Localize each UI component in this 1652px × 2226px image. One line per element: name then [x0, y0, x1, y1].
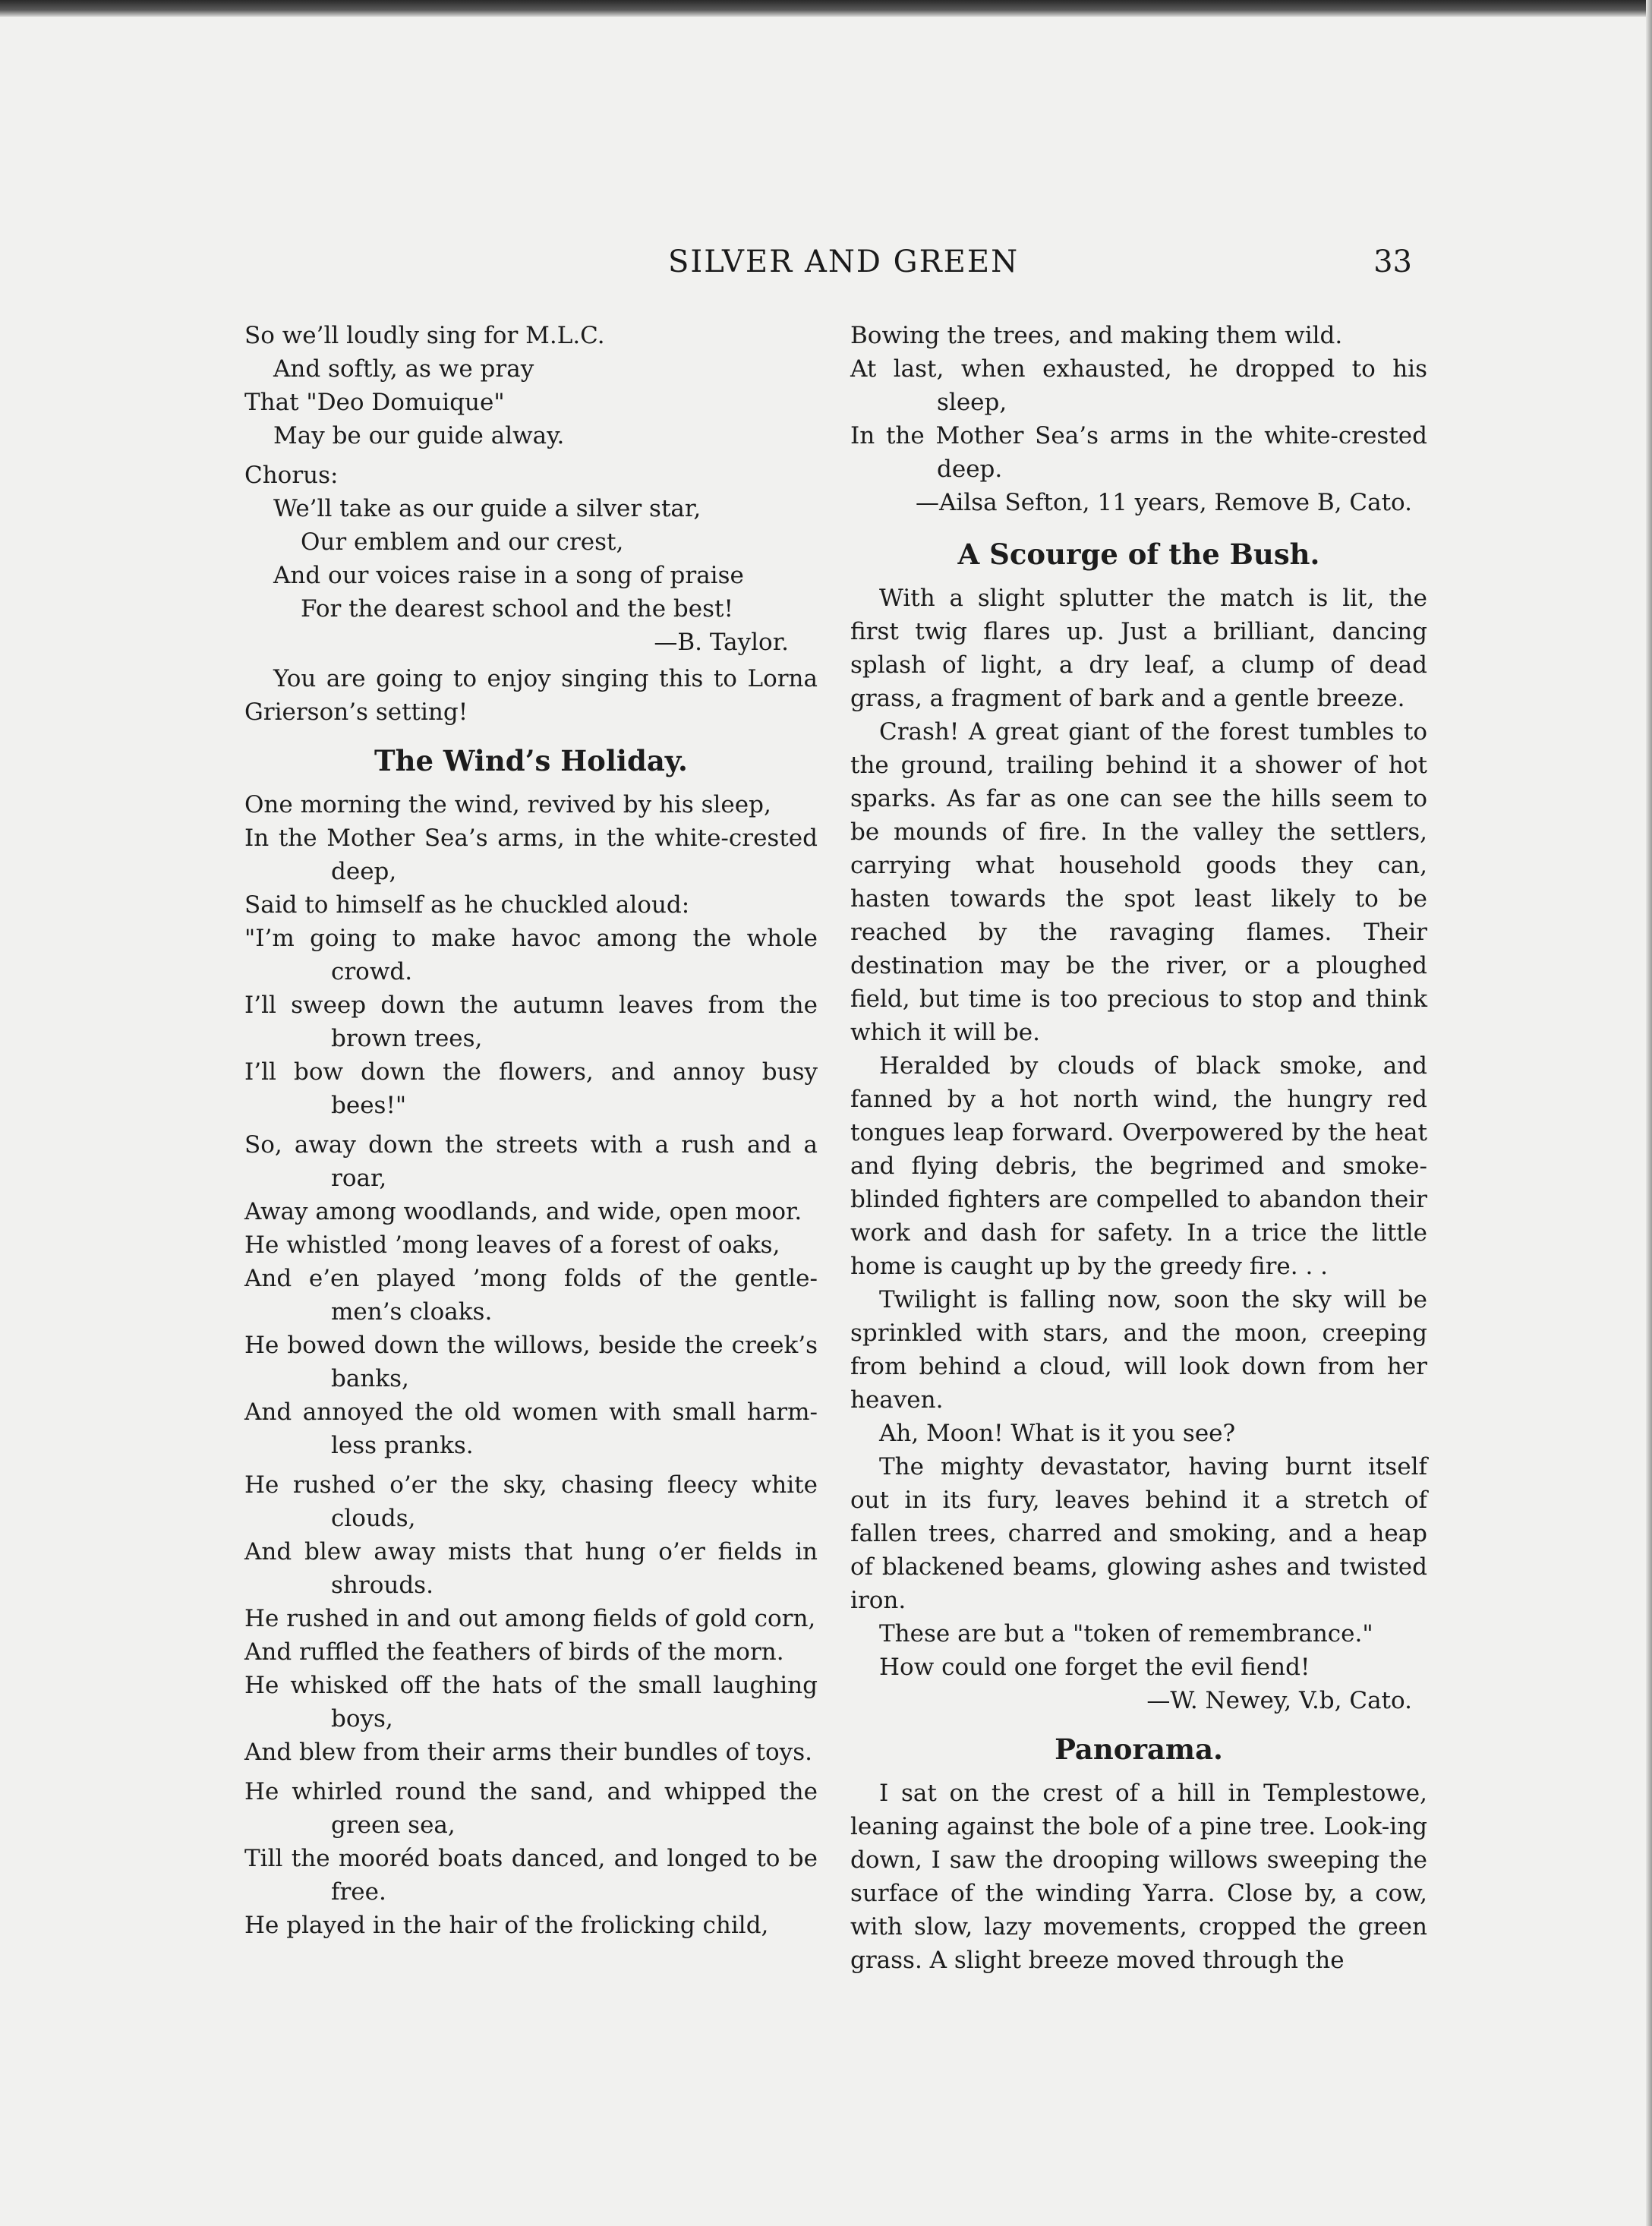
- poem-line: "I’m going to make havoc among the whole crowd.: [244, 925, 818, 985]
- poem-stanza-4-part-1: [244, 1775, 818, 1942]
- poem-line: Till the mooréd boats danced, and longed to be free.: [244, 1845, 818, 1906]
- poem-line: In the Mother Sea’s arms, in the white-crested deep,: [244, 825, 818, 885]
- right-column: [850, 319, 1427, 1977]
- poem-line: At last, when exhausted, he dropped to his sleep,: [850, 355, 1427, 416]
- poem-line: One morning the wind, revived by his sleep,: [244, 791, 771, 818]
- page-header: [243, 244, 1412, 290]
- chorus-line: For the dearest school and the best!: [301, 595, 733, 623]
- poem-line: Said to himself as he chuckled aloud:: [244, 891, 690, 919]
- winds-holiday-title: The Wind’s Holiday.: [374, 744, 688, 777]
- paragraph: Heralded by clouds of black smoke, and fanned by a hot north wind, the hungry red tongues leap forward. Overpowered by the heat and flying debris, the begrimed and smoke-blinded fighters are compelled to abandon their work and dash for safety. In a trice the little home is caught up by the greedy fire. . .: [850, 1052, 1427, 1280]
- chorus-label: Chorus:: [244, 462, 339, 489]
- left-column: [244, 319, 818, 1942]
- paragraph: The mighty devastator, having burnt itself out in its fury, leaves behind it a stretch of fallen trees, charred and smoking, and a heap of blackened beams, glowing ashes and twisted iron.: [850, 1453, 1427, 1614]
- poem-line: And e’en played ’mong folds of the gentle-men’s cloaks.: [244, 1265, 818, 1326]
- verse-line: That "Deo Domuique": [244, 389, 505, 416]
- poem-line: He whirled round the sand, and whipped the green sea,: [244, 1778, 818, 1839]
- poem-line: And ruffled the feathers of birds of the morn.: [244, 1638, 784, 1666]
- scourge-title: A Scourge of the Bush.: [957, 538, 1320, 571]
- song-attribution: —B. Taylor.: [654, 629, 789, 656]
- poem-line: I’ll bow down the flowers, and annoy busy bees!": [244, 1058, 818, 1119]
- poem-line: He whistled ’mong leaves of a forest of oaks,: [244, 1231, 780, 1259]
- poem-line: He played in the hair of the frolicking child,: [244, 1912, 769, 1939]
- verse-line: And softly, as we pray: [273, 355, 534, 383]
- song-chorus: [244, 492, 818, 626]
- chorus-line: Our emblem and our crest,: [301, 528, 624, 556]
- poem-line: Bowing the trees, and making them wild.: [850, 322, 1343, 349]
- paragraph: Crash! A great giant of the forest tumbles to the ground, trailing behind it a shower of hot sparks. As far as one can see the hills seem to be mounds of fire. In the valley the settlers, carrying what household goods they can, hasten towards the spot least likely to be reached by the ravaging flames. Their destination may be the river, or a ploughed field, but time is too precious to stop and think which it will be.: [850, 718, 1427, 1046]
- panorama-title: Panorama.: [1055, 1733, 1223, 1766]
- poem-stanza-3: [244, 1468, 818, 1769]
- page-number: 33: [1373, 244, 1412, 279]
- paragraph: With a slight splutter the match is lit, the first twig flares up. Just a brilliant, dancing splash of light, a dry leaf, a clump of dead grass, a fragment of bark and a gentle breeze.: [850, 585, 1427, 712]
- poem-line: So, away down the streets with a rush and a roar,: [244, 1131, 818, 1192]
- scan-edge-top: [0, 0, 1652, 17]
- poem-line: And annoyed the old women with small harm-less pranks.: [244, 1398, 818, 1459]
- paragraph: These are but a "token of remembrance.": [879, 1620, 1373, 1647]
- paragraph: Ah, Moon! What is it you see?: [879, 1420, 1236, 1447]
- scan-edge-right: [1646, 0, 1652, 2226]
- song-verse: [244, 319, 818, 452]
- verse-line: So we’ll loudly sing for M.L.C.: [244, 322, 605, 349]
- poem-line: Away among woodlands, and wide, open moor.: [244, 1198, 802, 1225]
- poem-stanza-2: [244, 1128, 818, 1462]
- poem-line: And blew from their arms their bundles of toys.: [244, 1739, 812, 1766]
- paragraph: I sat on the crest of a hill in Templestowe, leaning against the bole of a pine tree. Look-ing down, I saw the drooping willows sweeping the surface of the winding Yarra. Close by, a cow, with slow, lazy movements, cropped the green grass. A slight breeze moved through the: [850, 1780, 1427, 1974]
- scourge-attribution: —W. Newey, V.b, Cato.: [1146, 1687, 1412, 1714]
- scourge-body: [850, 582, 1427, 1684]
- chorus-line: And our voices raise in a song of praise: [273, 562, 744, 589]
- poem-attribution: —Ailsa Sefton, 11 years, Remove B, Cato.: [916, 489, 1412, 516]
- poem-line: In the Mother Sea’s arms in the white-crested deep.: [850, 422, 1427, 483]
- running-title: SILVER AND GREEN: [668, 244, 1020, 279]
- verse-line: May be our guide alway.: [273, 422, 565, 449]
- poem-line: He rushed in and out among fields of gold corn,: [244, 1605, 816, 1632]
- paragraph: Twilight is falling now, soon the sky will be sprinkled with stars, and the moon, creeping from behind a cloud, will look down from her heaven.: [850, 1286, 1427, 1414]
- song-note: You are going to enjoy singing this to Lorna Grierson’s setting!: [244, 665, 818, 726]
- poem-line: I’ll sweep down the autumn leaves from the brown trees,: [244, 992, 818, 1052]
- poem-line: He rushed o’er the sky, chasing fleecy white clouds,: [244, 1471, 818, 1532]
- paragraph: How could one forget the evil fiend!: [879, 1654, 1310, 1681]
- poem-line: He whisked off the hats of the small laughing boys,: [244, 1672, 818, 1733]
- poem-line: And blew away mists that hung o’er fields in shrouds.: [244, 1538, 818, 1599]
- poem-stanza-1: [244, 788, 818, 1122]
- poem-line: He bowed down the willows, beside the creek’s banks,: [244, 1332, 818, 1392]
- poem-stanza-4-part-2: [850, 319, 1427, 486]
- chorus-line: We’ll take as our guide a silver star,: [273, 495, 701, 522]
